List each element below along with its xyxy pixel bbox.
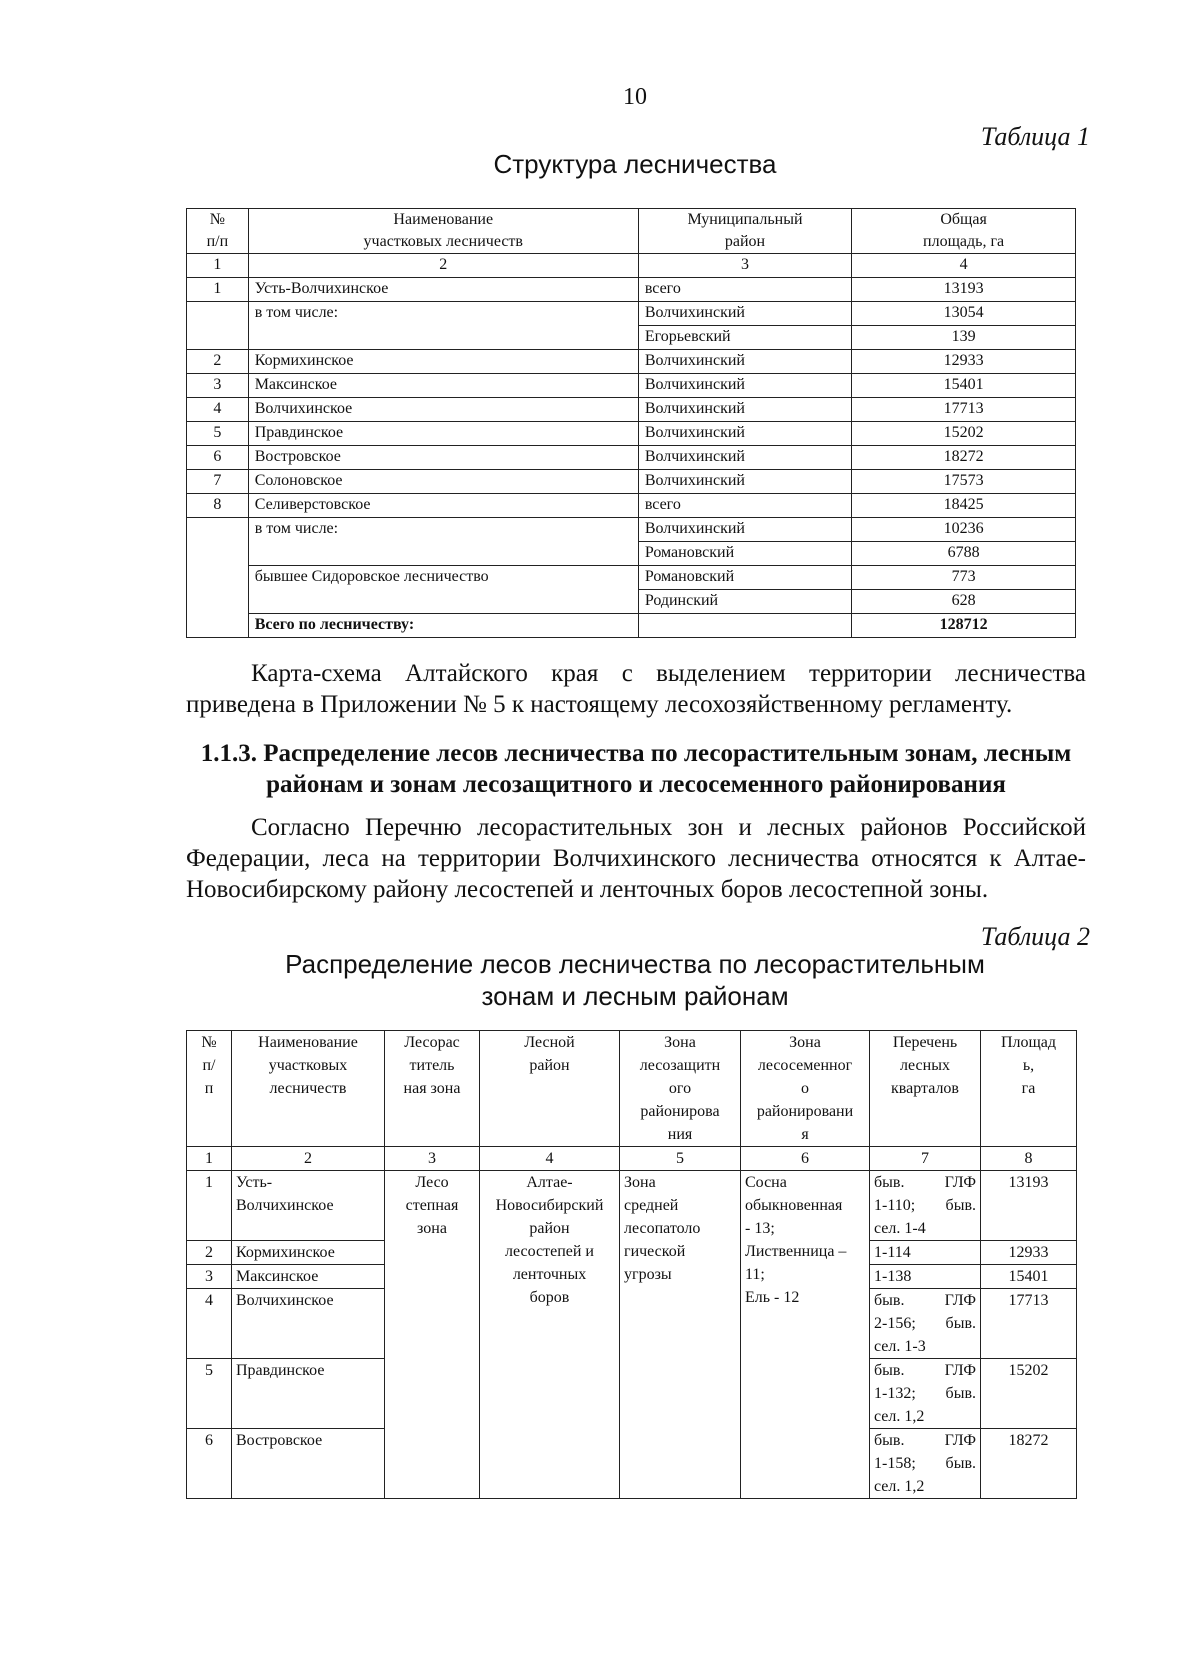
header-name: Наименование участковых лесничеств [232,1031,385,1147]
section-heading: 1.1.3. Распределение лесов лесничества по лесорастительным зонам, лесным районам и зонам лесозащитного и лесосеменного районирования [200,740,1072,798]
row-blocks: 1-138 [870,1265,981,1289]
row-district: Романовский [638,542,851,566]
row-area: 15202 [981,1359,1077,1429]
table-row [187,422,1076,446]
row-name: Солоновское [248,470,638,494]
row-area: 12933 [852,350,1076,374]
colnum: 2 [232,1147,385,1171]
row-district: Волчихинский [638,470,851,494]
table1-label: Таблица 1 [980,122,1090,151]
row-area: 15401 [981,1265,1077,1289]
row-name: Максинское [248,374,638,398]
total-row [187,614,1076,638]
row-num: 6 [187,446,249,470]
shared-protect: Зона средней лесопатоло гической угрозы [620,1171,741,1499]
row-num: 2 [187,350,249,374]
total-area: 128712 [852,614,1076,638]
table2-label: Таблица 2 [980,922,1090,951]
row-area: 17713 [981,1289,1077,1359]
row-num: 5 [187,422,249,446]
row-name: Максинское [232,1265,385,1289]
row-name: Усть-Волчихинское [248,278,638,302]
row-area: 13054 [852,302,1076,326]
map-reference-paragraph: Карта-схема Алтайского края с выделением территории лесничества приведена в Приложении № 5 к настоящему лесохозяйственному регламенту. [186,660,1086,718]
row-num [187,302,249,350]
colnum: 1 [187,1147,232,1171]
table-header-row [187,1031,1077,1147]
row-area: 773 [852,566,1076,590]
table-row [187,494,1076,518]
row-num: 4 [187,398,249,422]
row-district: всего [638,278,851,302]
colnum: 2 [248,254,638,278]
row-num: 1 [187,278,249,302]
row-district: Волчихинский [638,446,851,470]
header-seed: Зона лесосеменног о районировани я [741,1031,870,1147]
row-district: Егорьевский [638,326,851,350]
row-area: 15401 [852,374,1076,398]
row-blocks: быв. ГЛФ 1-132; быв. сел. 1,2 [870,1359,981,1429]
row-district: Родинский [638,590,851,614]
row-name: Кормихинское [232,1241,385,1265]
header-num: № п/п [187,209,249,254]
header-num: № п/ п [187,1031,232,1147]
row-area: 18272 [981,1429,1077,1499]
shared-seed: Сосна обыкновенная - 13; Лиственница – 11; Ель - 12 [741,1171,870,1499]
row-name: Правдинское [232,1359,385,1429]
row-num [187,518,249,638]
row-area: 17573 [852,470,1076,494]
column-number-row [187,1147,1077,1171]
table-row [187,470,1076,494]
row-area: 628 [852,590,1076,614]
row-name: Селиверстовское [248,494,638,518]
row-name: бывшее Сидоровское лесничество [248,566,638,614]
row-district: Волчихинский [638,422,851,446]
row-blocks: быв. ГЛФ 1-158; быв. сел. 1,2 [870,1429,981,1499]
table-row [187,518,1076,542]
row-area: 139 [852,326,1076,350]
shared-zone: Лесо степная зона [385,1171,480,1499]
total-label: Всего по лесничеству: [248,614,638,638]
row-area: 18425 [852,494,1076,518]
row-district: Волчихинский [638,302,851,326]
total-district [638,614,851,638]
row-num: 1 [187,1171,232,1241]
row-num: 5 [187,1359,232,1429]
header-protect: Зона лесозащитн ого районирова ния [620,1031,741,1147]
header-blocks: Перечень лесных кварталов [870,1031,981,1147]
table2-caption-line: зонам и лесным районам [481,981,789,1011]
colnum: 4 [852,254,1076,278]
forestry-structure-table [186,208,1076,638]
row-area: 18272 [852,446,1076,470]
row-num: 4 [187,1289,232,1359]
table-row [187,566,1076,590]
row-area: 13193 [981,1171,1077,1241]
row-name: Кормихинское [248,350,638,374]
row-num: 3 [187,1265,232,1289]
row-blocks: быв. ГЛФ 1-110; быв. сел. 1-4 [870,1171,981,1241]
row-area: 13193 [852,278,1076,302]
table-row [187,398,1076,422]
row-district: Волчихинский [638,350,851,374]
forest-zones-paragraph: Согласно Перечню лесорастительных зон и лесных районов Российской Федерации, леса на территории Волчихинского лесничества относятся к Алтае-Новосибирскому району лесостепей и ленточных боров лесостепной зоны. [186,814,1086,903]
row-num: 7 [187,470,249,494]
colnum: 7 [870,1147,981,1171]
row-num: 3 [187,374,249,398]
header-name: Наименование участковых лесничеств [248,209,638,254]
table1-caption: Структура лесничества [493,149,777,179]
table-row [187,446,1076,470]
header-region: Лесной район [480,1031,620,1147]
header-district: Муниципальный район [638,209,851,254]
table-row [187,302,1076,326]
header-area: Площад ь, га [981,1031,1077,1147]
row-name: Усть- Волчихинское [232,1171,385,1241]
row-area: 15202 [852,422,1076,446]
row-area: 6788 [852,542,1076,566]
row-district: Романовский [638,566,851,590]
colnum: 4 [480,1147,620,1171]
row-district: Волчихинский [638,518,851,542]
row-name: Волчихинское [248,398,638,422]
row-area: 12933 [981,1241,1077,1265]
row-name: Востровское [232,1429,385,1499]
colnum: 6 [741,1147,870,1171]
row-name: в том числе: [248,518,638,566]
row-blocks: быв. ГЛФ 2-156; быв. сел. 1-3 [870,1289,981,1359]
row-num: 8 [187,494,249,518]
table2-caption-line: Распределение лесов лесничества по лесорастительным [285,949,985,979]
page-number: 10 [623,84,647,110]
colnum: 8 [981,1147,1077,1171]
colnum: 5 [620,1147,741,1171]
table-row [187,1171,1077,1241]
forest-distribution-table [186,1030,1077,1499]
row-name: в том числе: [248,302,638,350]
row-num: 2 [187,1241,232,1265]
row-num: 6 [187,1429,232,1499]
row-name: Правдинское [248,422,638,446]
header-zone: Лесорас титель ная зона [385,1031,480,1147]
table-header-row [187,209,1076,254]
row-district: всего [638,494,851,518]
table-row [187,278,1076,302]
row-area: 10236 [852,518,1076,542]
colnum: 1 [187,254,249,278]
row-blocks: 1-114 [870,1241,981,1265]
table-row [187,374,1076,398]
table-row [187,350,1076,374]
colnum: 3 [638,254,851,278]
column-number-row [187,254,1076,278]
table2-caption [0,948,1200,1012]
row-district: Волчихинский [638,398,851,422]
header-area: Общая площадь, га [852,209,1076,254]
shared-region: Алтае- Новосибирский район лесостепей и ленточных боров [480,1171,620,1499]
row-district: Волчихинский [638,374,851,398]
row-area: 17713 [852,398,1076,422]
row-name: Волчихинское [232,1289,385,1359]
row-name: Востровское [248,446,638,470]
colnum: 3 [385,1147,480,1171]
